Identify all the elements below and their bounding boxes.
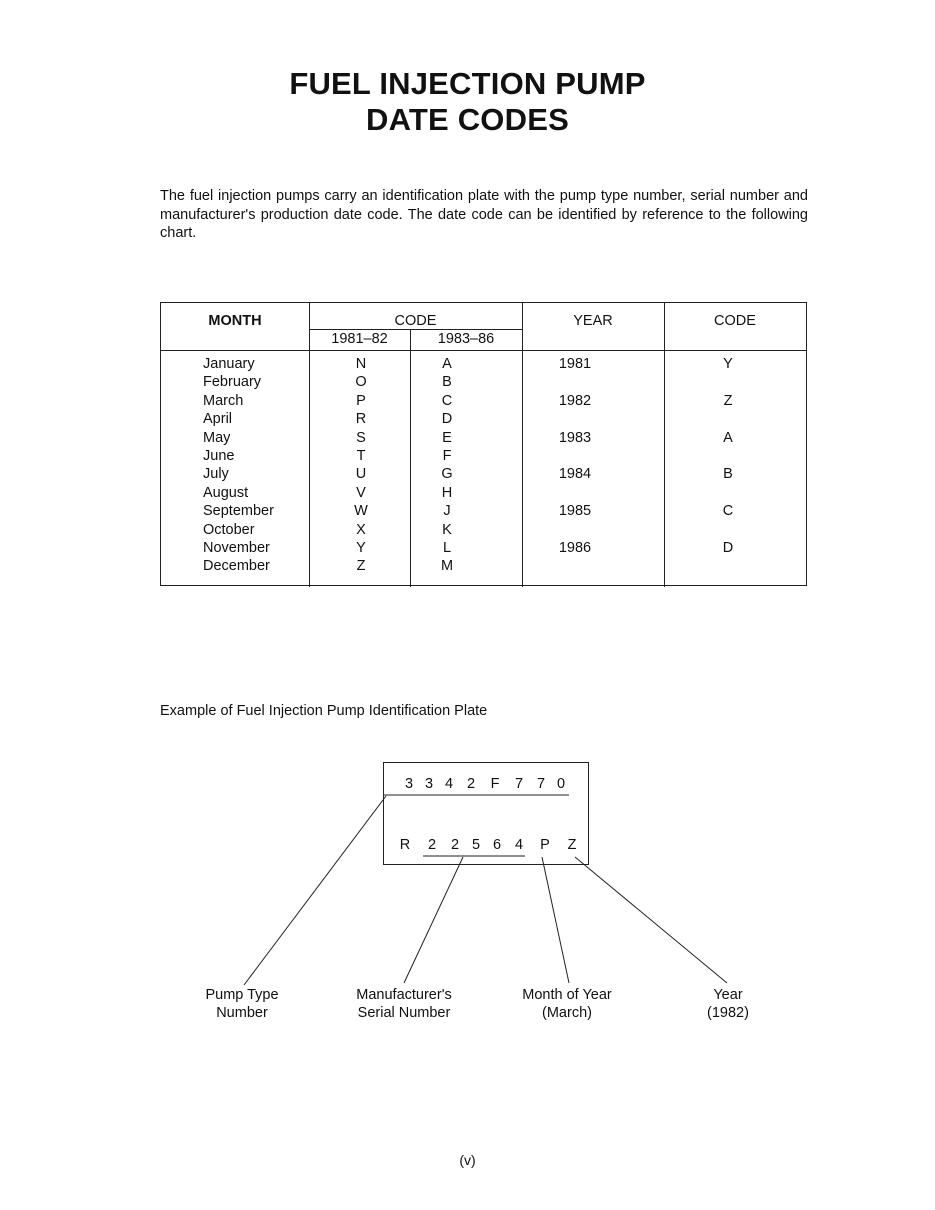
header-code-1981-82: 1981–82 — [331, 331, 388, 347]
table-cell: February — [203, 374, 262, 391]
table-cell: 1985 — [558, 503, 592, 520]
table-cell: C — [441, 392, 453, 409]
title-line-2: DATE CODES — [366, 102, 569, 137]
table-cell: P — [356, 392, 366, 409]
table-cell: V — [356, 484, 366, 501]
table-cell: December — [203, 558, 270, 575]
table-cell: June — [203, 447, 235, 464]
table-cell: R — [355, 411, 367, 428]
table-cell: Y — [723, 356, 733, 372]
label-line: Month of Year — [522, 987, 612, 1003]
table-cell: C — [722, 503, 734, 520]
header-code: CODE — [394, 313, 437, 329]
plate-char: P — [540, 837, 550, 853]
table-cell: N — [355, 356, 367, 372]
plate-char: 2 — [427, 837, 437, 853]
table-cell: 1982 — [558, 392, 592, 409]
header-year-code: CODE — [714, 313, 756, 329]
header-year: YEAR — [573, 313, 613, 329]
table-cell: 1983 — [558, 429, 592, 446]
table-cell: S — [356, 429, 366, 446]
table-cell: October — [203, 521, 255, 538]
label-line: (March) — [542, 1005, 592, 1021]
table-cell: W — [354, 503, 368, 520]
table-cell: May — [203, 429, 231, 446]
table-cell: Y — [356, 539, 366, 556]
table-cell: D — [441, 411, 453, 428]
plate-char: 4 — [514, 837, 524, 853]
label-line: Serial Number — [357, 1005, 451, 1021]
table-cell: F — [442, 447, 452, 464]
table-cell: 1986 — [558, 539, 592, 556]
plate-char: 2 — [466, 776, 476, 792]
label-pump-type — [182, 986, 302, 1022]
table-cell: Z — [723, 392, 733, 409]
table-cell: T — [356, 447, 366, 464]
table-cell: January — [203, 356, 255, 372]
intro-paragraph: The fuel injection pumps carry an identification plate with the pump type number, serial number and manufacturer's production date code. The date code can be identified by reference to the following chart. — [160, 188, 808, 241]
table-cell: M — [440, 558, 454, 575]
table-cell: April — [203, 411, 233, 428]
table-cell: A — [442, 356, 452, 372]
table-cell: X — [356, 521, 366, 538]
plate-char: 3 — [404, 776, 414, 792]
plate-char: 4 — [444, 776, 454, 792]
table-cell: U — [355, 466, 367, 483]
table-cell: E — [442, 429, 452, 446]
plate-char: 6 — [492, 837, 502, 853]
year-leader — [575, 857, 727, 983]
table-cell: September — [203, 503, 274, 520]
label-year — [688, 986, 768, 1022]
label-month-of-year — [502, 986, 632, 1022]
table-cell: 1981 — [558, 356, 592, 372]
month-leader — [542, 857, 569, 983]
table-cell: J — [443, 503, 451, 520]
plate-char: 2 — [450, 837, 460, 853]
table-cell: D — [722, 539, 734, 556]
plate-char: F — [490, 776, 500, 792]
plate-char: 7 — [514, 776, 524, 792]
table-cell: November — [203, 539, 270, 556]
table-cell: July — [203, 466, 229, 483]
table-cell: L — [442, 539, 452, 556]
label-line: Manufacturer's — [356, 987, 452, 1003]
page-number: (v) — [459, 1152, 476, 1168]
plate-char: Z — [567, 837, 577, 853]
table-cell: K — [442, 521, 452, 538]
serial-leader — [404, 857, 463, 983]
title-line-1: FUEL INJECTION PUMP — [289, 66, 646, 101]
plate-char: 7 — [536, 776, 546, 792]
label-line: Number — [216, 1005, 268, 1021]
label-line: Pump Type — [205, 987, 279, 1003]
pump-type-leader — [244, 796, 386, 985]
header-month: MONTH — [208, 313, 262, 329]
label-serial-number — [334, 986, 474, 1022]
table-cell: O — [355, 374, 367, 391]
table-cell: H — [441, 484, 453, 501]
plate-char: 0 — [556, 776, 566, 792]
plate-char: R — [399, 837, 411, 853]
table-cell: A — [723, 429, 733, 446]
table-cell: B — [723, 466, 733, 483]
label-line: (1982) — [707, 1005, 749, 1021]
plate-char: 3 — [424, 776, 434, 792]
table-cell: 1984 — [558, 466, 592, 483]
example-caption: Example of Fuel Injection Pump Identification Plate — [160, 703, 488, 719]
table-cell: B — [442, 374, 452, 391]
table-cell: March — [203, 392, 244, 409]
header-code-1983-86: 1983–86 — [437, 331, 495, 347]
table-cell: August — [203, 484, 249, 501]
table-cell: Z — [356, 558, 366, 575]
label-line: Year — [713, 987, 743, 1003]
table-cell: G — [441, 466, 453, 483]
plate-char: 5 — [471, 837, 481, 853]
